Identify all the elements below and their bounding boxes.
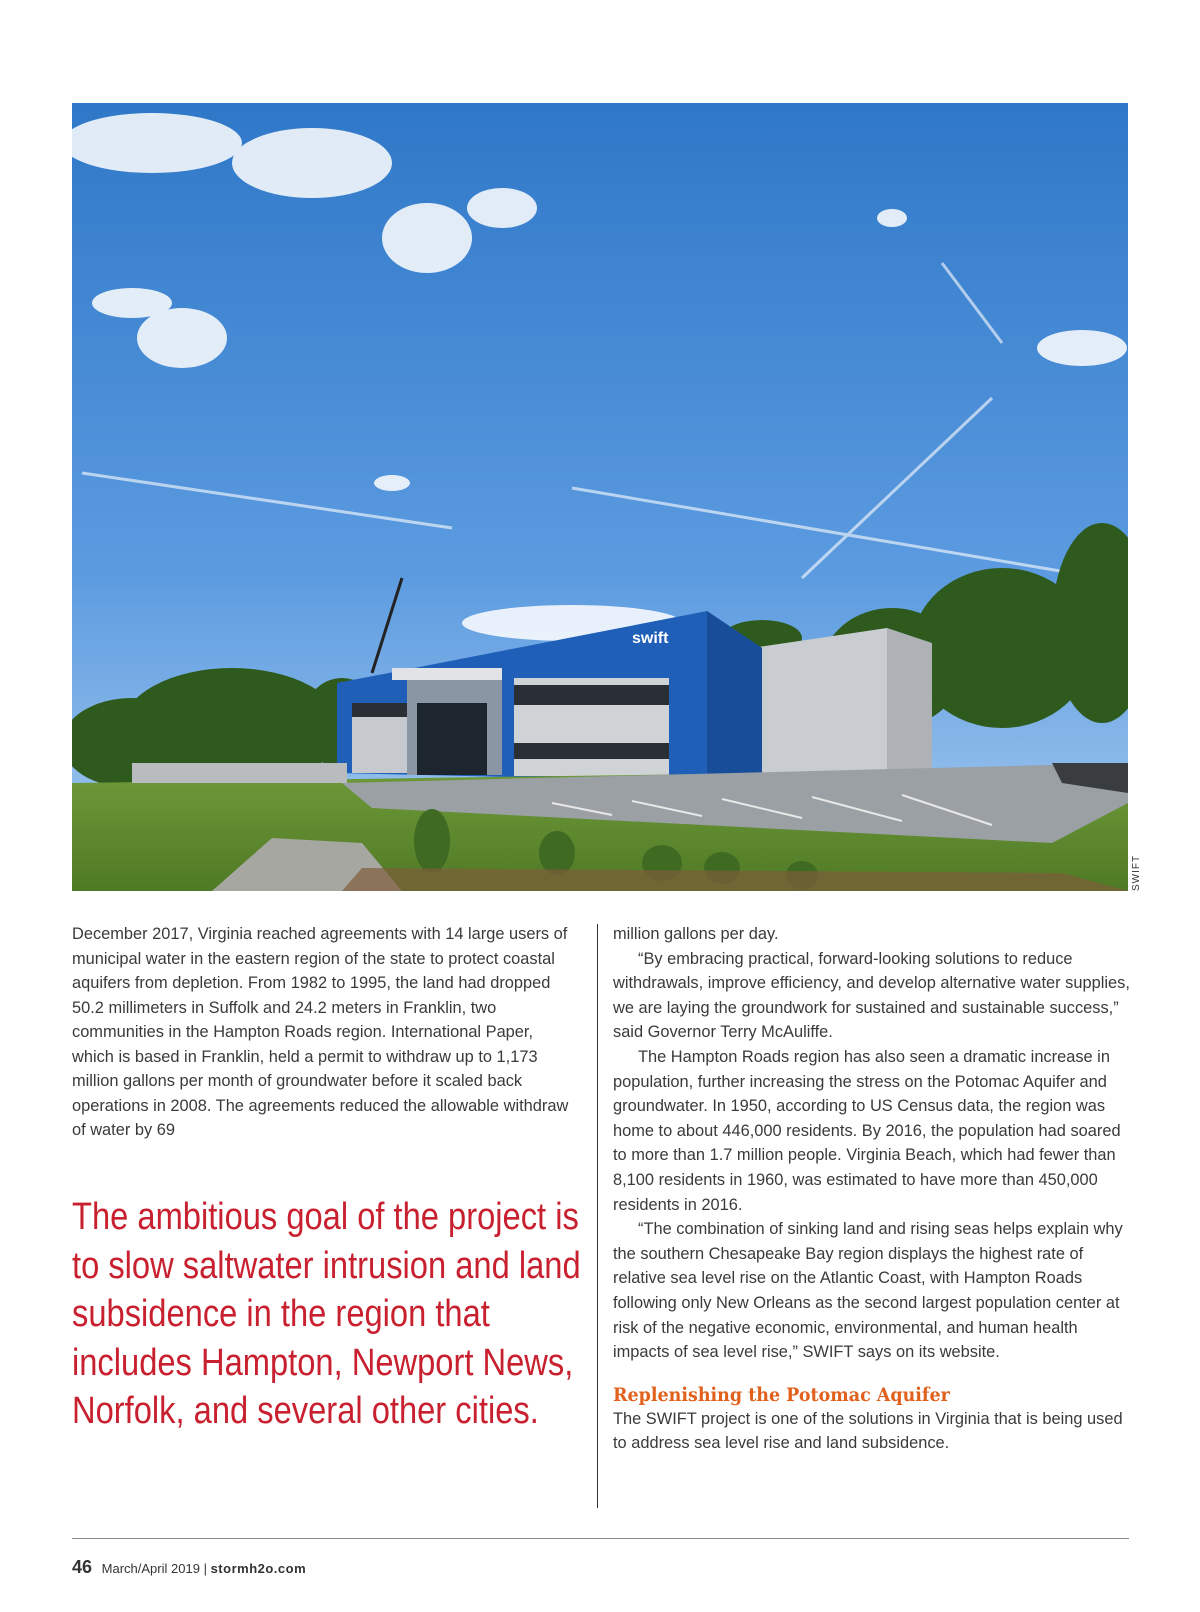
page-number: 46 <box>72 1557 93 1577</box>
footer-separator: | <box>203 1561 207 1576</box>
right-paragraph: “By embracing practical, forward-looking solutions to reduce withdrawals, improve efficiency, and develop alternative water supplies, we are laying the groundwork for sustained and sustainable success,” said Governor Terry McAuliffe. <box>613 949 1130 1042</box>
article-photo <box>72 103 1128 891</box>
photo-credit: SWIFT <box>1131 854 1142 891</box>
swift-facility-illustration <box>72 103 1128 891</box>
building-sign: swift <box>632 630 669 647</box>
column-divider <box>597 924 598 1508</box>
pull-quote: The ambitious goal of the project is to slow saltwater intrusion and land subsidence in the region that includes Hampton, Newport News, Norfolk, and several other cities. <box>72 1196 581 1432</box>
right-column <box>613 922 1133 1456</box>
footer-rule <box>72 1538 1129 1539</box>
right-paragraph: million gallons per day. <box>613 925 779 943</box>
right-paragraph: “The combination of sinking land and rising seas helps explain why the southern Chesapeake Bay region displays the highest rate of relative sea level rise on the Atlantic Coast, with Hampton Roads following only New Orleans as the second largest population center at risk of the negative economic, environmental, and human health impacts of sea level rise,” SWIFT says on its website. <box>613 1220 1123 1362</box>
page-footer <box>72 1557 306 1578</box>
closing-paragraph: The SWIFT project is one of the solutions in Virginia that is being used to address sea level rise and land subsidence. <box>613 1409 1123 1453</box>
left-column <box>72 922 572 1143</box>
issue-date: March/April 2019 <box>101 1561 200 1576</box>
left-paragraph: December 2017, Virginia reached agreements with 14 large users of municipal water in the eastern region of the state to protect coastal aquifers from depletion. From 1982 to 1995, the land had dropped 50.2 millimeters in Suffolk and 24.2 meters in Franklin, two communities in the Hampton Roads region. International Paper, which is based in Franklin, held a permit to withdraw up to 1,173 million gallons per month of groundwater before it scaled back operations in 2008. The agreements reduced the allowable withdraw of water by 69 <box>72 925 569 1139</box>
section-subheading: Replenishing the Potomac Aquifer <box>613 1383 950 1406</box>
website-link[interactable]: stormh2o.com <box>210 1561 307 1576</box>
right-paragraph: The Hampton Roads region has also seen a dramatic increase in population, further increasing the stress on the Potomac Aquifer and groundwater. In 1950, according to US Census data, the region was home to about 446,000 residents. By 2016, the population had soared to more than 1.7 million people. Virginia Beach, which had fewer than 8,100 residents in 1960, was estimated to have more than 450,000 residents in 2016. <box>613 1047 1121 1214</box>
